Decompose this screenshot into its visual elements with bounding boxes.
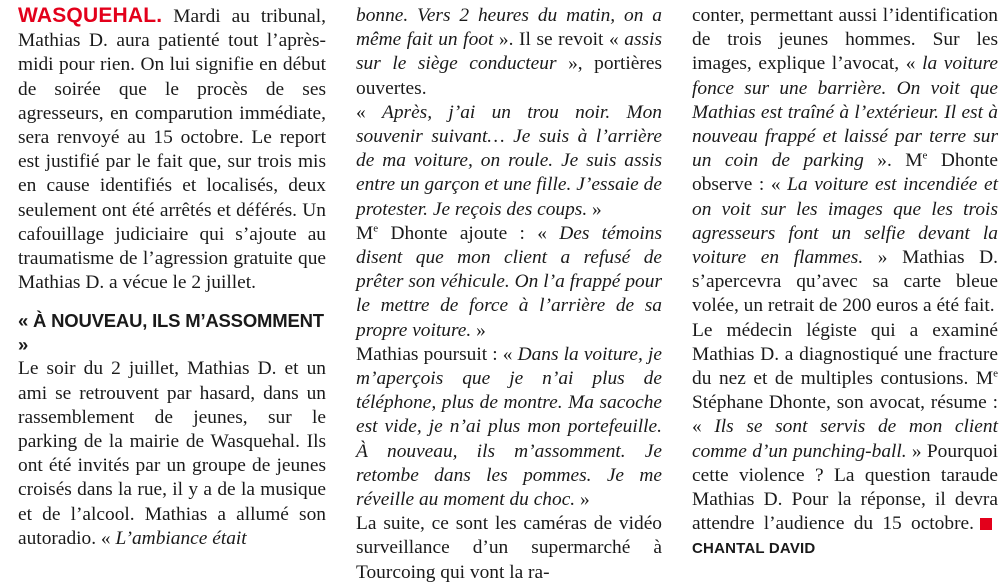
quote-barrier: la voiture fonce sur une barrière. On voit que Mathias est traîné à l’extérieur. Il est à nouveau frappé et laissé par terre sur un coin de parking [692,53,999,172]
article-column-3 [692,4,998,562]
paragraph-robbed [356,343,662,512]
party-quote: L’ambiance était [115,527,247,549]
text-segment: » [587,198,602,220]
quote-driver-seat: assis sur le siège conducteur [356,29,662,75]
paragraph-images [692,4,998,319]
text-segment: Dhonte observe : « [692,150,998,196]
text-segment: », portières ouvertes. [356,53,662,99]
section-subhead: « À NOUVEAU, ILS M’ASSOMMENT » [18,310,324,356]
author-signature: CHANTAL DAVID [692,540,816,558]
text-segment: » Mathias D. s’apercevra qu’avec sa carte bleue volée, un retrait de 200 euros a été fait. [692,247,998,317]
text-segment: » [471,319,486,341]
quote-punching-ball: Ils se sont servis de mon client comme d’un punching-ball. [692,416,998,462]
text-segment: Le médecin légiste qui a examiné Mathias D. a diagnostiqué une fracture du nez et de multiples contusions. M [692,319,998,390]
article-column-1 [18,4,326,551]
dateline: WASQUEHAL. [18,4,163,27]
quote-selfie: La voiture est incendiée et on voit sur les images que les trois agresseurs font un selfie devant la voiture en flammes. [692,174,998,269]
paragraph-cameras: La suite, ce sont les caméras de vidéo surveillance d’un supermarché à Tourcoing qui vont la ra- [356,513,662,583]
text-segment: ». M [863,150,923,172]
intro-text: Mardi au tribunal, Mathias D. aura patienté tout l’après-midi pour rien. On lui signifie en début de soirée que le procès de ses agresseurs, en comparution immédiate, sera renvoyé au 15 octobre. Le report est justifié par le fait que, sur trois mis en cause identifiés et localisés, deux seulement ont été arrêtés et déférés. Un cafouillage judiciaire qui s’ajoute au traumatisme de l’agression gratuite que Mathias D. a vécue le 2 juillet. [18,6,326,294]
article-column-2 [356,4,662,585]
text-segment: « [356,101,382,123]
party-text: Le soir du 2 juillet, Mathias D. et un ami se retrouvent par hasard, dans un rassemblement de jeunes, sur le parking de la mairie de Wasquehal. Ils ont été invités par un groupe de jeunes croisés dans la rue, il y a de la musique et de l’alcool. Mathias a allumé son autoradio. « [18,358,326,549]
end-square-icon [980,518,992,530]
quote-witnesses: Des témoins disent que mon client a refusé de prêter son véhicule. On l’a frappé pour le mettre de force à l’arrière de sa propre voiture. [356,222,662,341]
text-segment: » Pourquoi cette violence ? La question taraude Mathias D. Pour la réponse, il devra attendre l’audience du 15 octobre. [692,440,999,535]
paragraph-football [356,4,662,101]
text-segment: Dhonte ajoute : « [378,222,560,244]
paragraph-medical [692,319,998,562]
text-segment: » [575,489,590,511]
text-segment: M [356,222,374,244]
paragraph-blackout [356,101,662,222]
text-segment: ». Il se revoit « [493,29,625,51]
text-segment: Stéphane Dhonte, son avocat, résume : « [692,392,998,438]
superscript: e [993,367,998,380]
intro-paragraph [18,4,326,295]
text-segment: Mathias poursuit : « [356,343,518,365]
quote-blackout: Après, j’ai un trou noir. Mon souvenir suivant… Je suis à l’arrière de ma voiture, on roule. Je suis assis entre un garçon et une fille. J’essaie de protester. Je reçois des coups. [356,101,662,220]
superscript: e [922,149,928,162]
quote-football: bonne. Vers 2 heures du matin, on a même fait un foot [356,5,662,51]
text-segment: conter, permettant aussi l’identification de trois jeunes hommes. Sur les images, explique l’avocat, « [692,5,998,75]
paragraph-party [18,357,326,551]
paragraph-witnesses [356,222,662,343]
quote-robbed: Dans la voiture, je m’aperçois que je n’ai plus de téléphone, plus de montre. Ma sacoche est vide, je n’ai plus mon portefeuille. À nouveau, ils m’assomment. Je retombe dans les pommes. Je me réveille au moment du choc. [356,343,662,511]
superscript: e [373,222,379,235]
